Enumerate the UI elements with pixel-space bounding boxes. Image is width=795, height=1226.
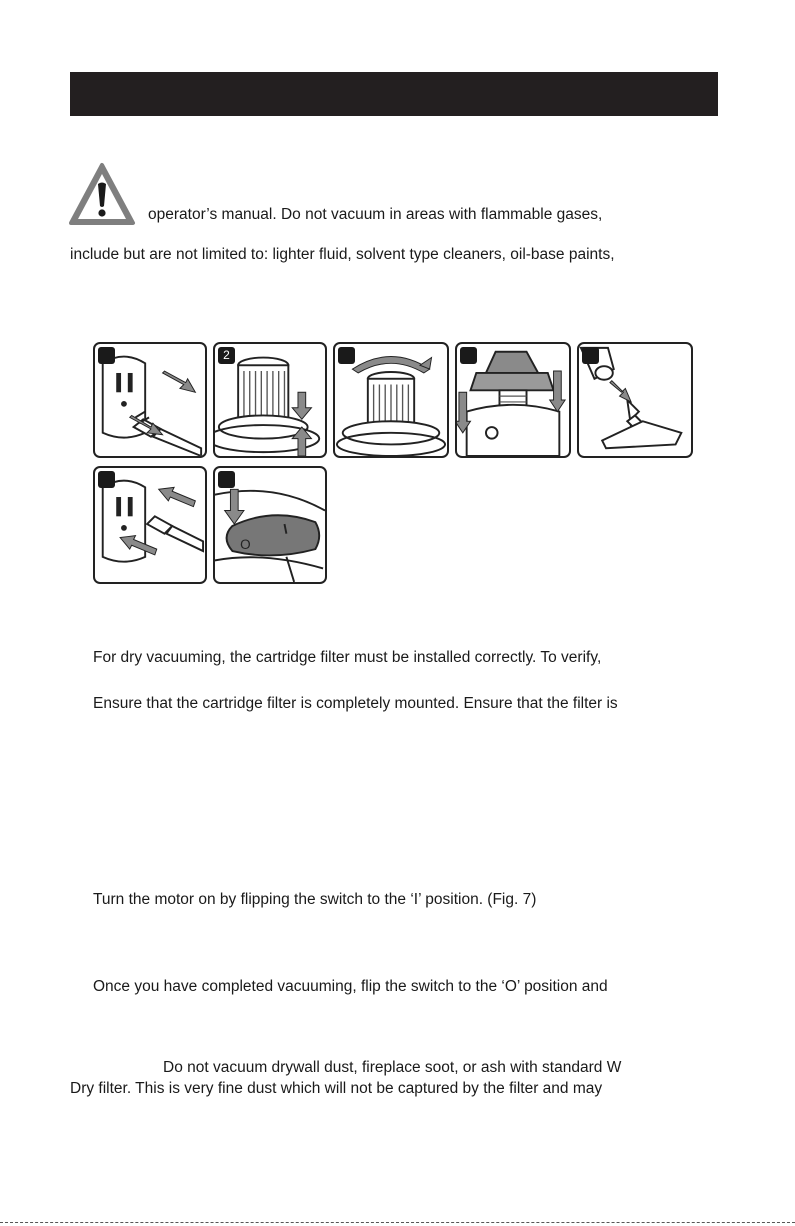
figure-4-number [460, 347, 477, 364]
ensure-mounted-text: Ensure that the cartridge filter is completely mounted. Ensure that the filter is [93, 695, 618, 712]
section-header-bar [70, 72, 718, 116]
figure-3-filter-rotate [333, 342, 449, 458]
figure-1-unplug [93, 342, 207, 458]
drywall-warning-line-2: Dry filter. This is very fine dust which will not be captured by the filter and may [70, 1080, 603, 1097]
warning-triangle-icon [68, 162, 136, 226]
figure-1-number [98, 347, 115, 364]
dry-vacuuming-text: For dry vacuuming, the cartridge filter must be installed correctly. To verify, [93, 649, 602, 666]
warning-text-line-2: include but are not limited to: lighter fluid, solvent type cleaners, oil-base paints, [70, 246, 615, 263]
figure-6-number [98, 471, 115, 488]
warning-text-line-1: operator’s manual. Do not vacuum in areas with flammable gases, [148, 206, 603, 223]
figure-7-power-switch [213, 466, 327, 584]
drywall-warning-line-1: Do not vacuum drywall dust, fireplace soot, or ash with standard W [163, 1059, 622, 1076]
figure-4-attach-lid [455, 342, 571, 458]
svg-text:O: O [240, 537, 251, 553]
figure-7-number [218, 471, 235, 488]
figure-2-filter-mount [213, 342, 327, 458]
turn-motor-on-text: Turn the motor on by flipping the switch to the ‘I’ position. (Fig. 7) [93, 891, 537, 908]
once-completed-text: Once you have completed vacuuming, flip the switch to the ‘O’ position and [93, 978, 608, 995]
figure-5-attach-nozzle [577, 342, 693, 458]
figure-3-number [338, 347, 355, 364]
page-bottom-rule [0, 1222, 795, 1223]
figure-5-number [582, 347, 599, 364]
figure-2-number: 2 [218, 347, 235, 364]
figure-6-plug-in [93, 466, 207, 584]
